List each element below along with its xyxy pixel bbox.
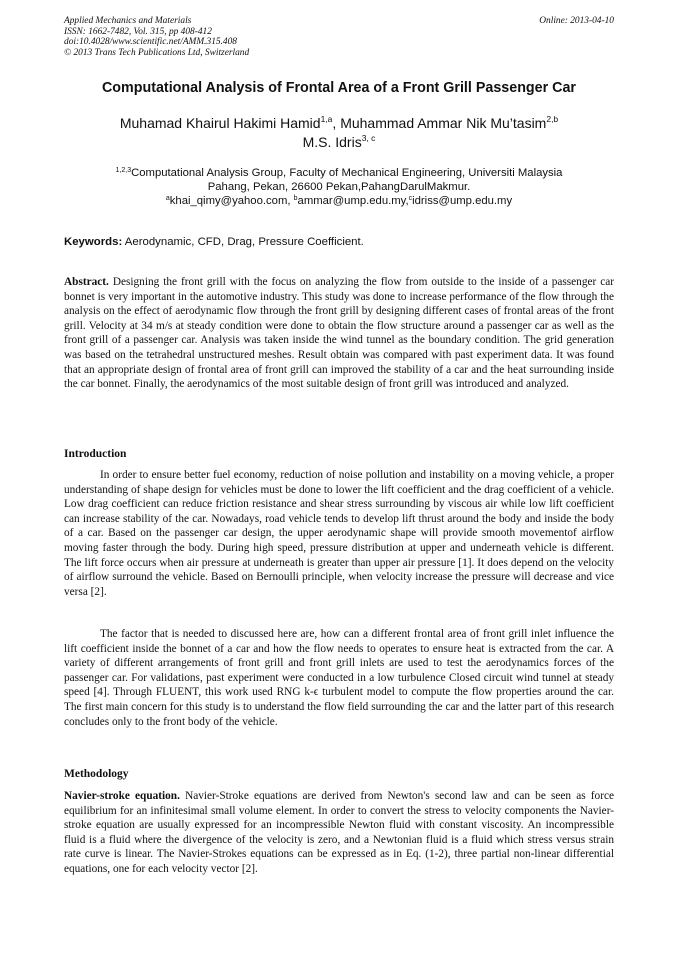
- keywords-label: Keywords:: [64, 236, 123, 248]
- issn-line: ISSN: 1662-7482, Vol. 315, pp 408-412: [64, 26, 212, 37]
- doi-line: doi:10.4028/www.scientific.net/AMM.315.408: [64, 37, 237, 48]
- email-mark: a: [165, 195, 170, 202]
- affiliation-line-2: Pahang, Pekan, 26600 Pekan,PahangDarulMakmur.: [207, 181, 471, 193]
- author-separator: ,: [332, 115, 341, 131]
- email-line: [60, 194, 618, 208]
- paper-title: Computational Analysis of Frontal Area of a Front Grill Passenger Car: [101, 80, 576, 96]
- online-date: Online: 2013-04-10: [539, 16, 614, 26]
- author-affiliation-mark: 2,b: [546, 114, 559, 124]
- introduction-heading: Introduction: [64, 448, 127, 460]
- navier-stroke-label: Navier-stroke equation.: [64, 790, 180, 802]
- author-affiliation-mark: 3, c: [361, 133, 376, 143]
- keywords-line: [64, 236, 614, 248]
- journal-name: Applied Mechanics and Materials: [64, 16, 192, 26]
- email-mark: b: [293, 195, 298, 202]
- introduction-paragraph-2: The factor that is needed to discussed here are, how can a different frontal area of front grill inlet influence the lift coefficient inside the bonnet of a car and how the flow needs to operates to ensure heat is extracted from the car. A variety of different arrangements of front grill and front grill inlets are used to test the aerodynamics forces of the passenger car. For validations, past experiment were conducted in a low turbulence Closed circuit wind tunnel at steady speed [4]. Through FLUENT, this work used RNG k-ϵ turbulent model to compute the flow properties around the car. The first main concern for this study is to understand the flow field surrounding the car and the latter part of this research concludes only to the front body of the vehicle.: [64, 628, 614, 728]
- author-list: [40, 114, 638, 152]
- methodology-paragraph: [64, 789, 614, 877]
- email-address: ammar@ump.edu.my,: [297, 195, 409, 207]
- journal-header: [64, 16, 614, 58]
- email-mark: c: [408, 195, 413, 202]
- author-line-1: [40, 114, 638, 133]
- email-address: idriss@ump.edu.my: [412, 195, 513, 207]
- methodology-heading: Methodology: [64, 768, 129, 780]
- abstract-paragraph: [64, 275, 614, 392]
- author-name: Muhamad Khairul Hakimi Hamid: [119, 115, 321, 131]
- navier-stroke-text: Navier-Stroke equations are derived from Newton's second law and can be seen as force equilibrium for an infinitesimal small volume element. In order to convert the stress to velocity components the Navier-stroke equation are usually expressed for an incompressible Newton fluid with constant viscosity. An incompressible fluid is a fluid where the divergence of the velocity is zero, and a Newtonian fluid is a fluid which stress versus strain rate curve is linear. The Navier-Strokes equations can be expressed as in Eq. (1-2), three partial non-linear differential equations, one for each velocity vector [2].: [64, 790, 614, 875]
- author-name: M.S. Idris: [302, 134, 362, 150]
- affiliation-mark: 1,2,3: [115, 167, 132, 174]
- affiliation-text: Computational Analysis Group, Faculty of Mechanical Engineering, Universiti Malaysia: [131, 167, 563, 179]
- keywords-text: Aerodynamic, CFD, Drag, Pressure Coefficient.: [122, 236, 364, 248]
- affiliation-block: [60, 166, 618, 208]
- introduction-paragraph-1: In order to ensure better fuel economy, reduction of noise pollution and instability on a moving vehicle, a proper understanding of shape design for vehicles must be done to lower the lift coefficient and the drag coefficient of a vehicle. Low drag coefficient can reduce friction resistance and shear stress surrounding by viscous air while low lift coefficient can increase stability of the car. Nowadays, road vehicle tends to develop lift thrust around the body and inside the body of a car. Based on the passenger car design, the upper aerodynamic shape will provide smooth movementof airflow moving faster through the body. During high speed, pressure distribution at upper and underneath vehicle is different. The lift force occurs when air pressure at underneath is greater than upper air pressure [1]. It does depend on the velocity of airflow surround the vehicle. Based on Bernoulli principle, when velocity increase the pressure will decrease and vice versa [2].: [64, 469, 614, 598]
- affiliation-line-1: [60, 166, 618, 180]
- abstract-text: Designing the front grill with the focus on analyzing the flow from outside to the inside of a passenger car bonnet is very important in the automotive industry. This study was done to increase performance of the flow through the analysis on the effect of aerodynamic flow through the front grill by designing different cases of frontal areas of the front grill. Velocity at 34 m/s at steady condition were done to obtain the flow structure around a passenger car as well as the front grill of a passenger car. Analysis was taken inside the wind tunnel as the boundary condition. The grid generation was based on the tetrahedral unstructured meshes. Result obtain was compared with past experiment data. It was found that an appropriate design of frontal area of front grill can improved the stability of a car and the heat surrounding inside the car bonnet. Finally, the aerodynamics of the most suitable design of front grill was introduced and analyzed.: [64, 276, 614, 391]
- author-affiliation-mark: 1,a: [320, 114, 333, 124]
- author-line-2: [40, 133, 638, 152]
- copyright-line: © 2013 Trans Tech Publications Ltd, Switzerland: [64, 47, 250, 58]
- author-name: Muhammad Ammar Nik Mu’tasim: [340, 115, 547, 131]
- abstract-label: Abstract.: [64, 276, 109, 288]
- email-address: khai_qimy@yahoo.com,: [169, 195, 294, 207]
